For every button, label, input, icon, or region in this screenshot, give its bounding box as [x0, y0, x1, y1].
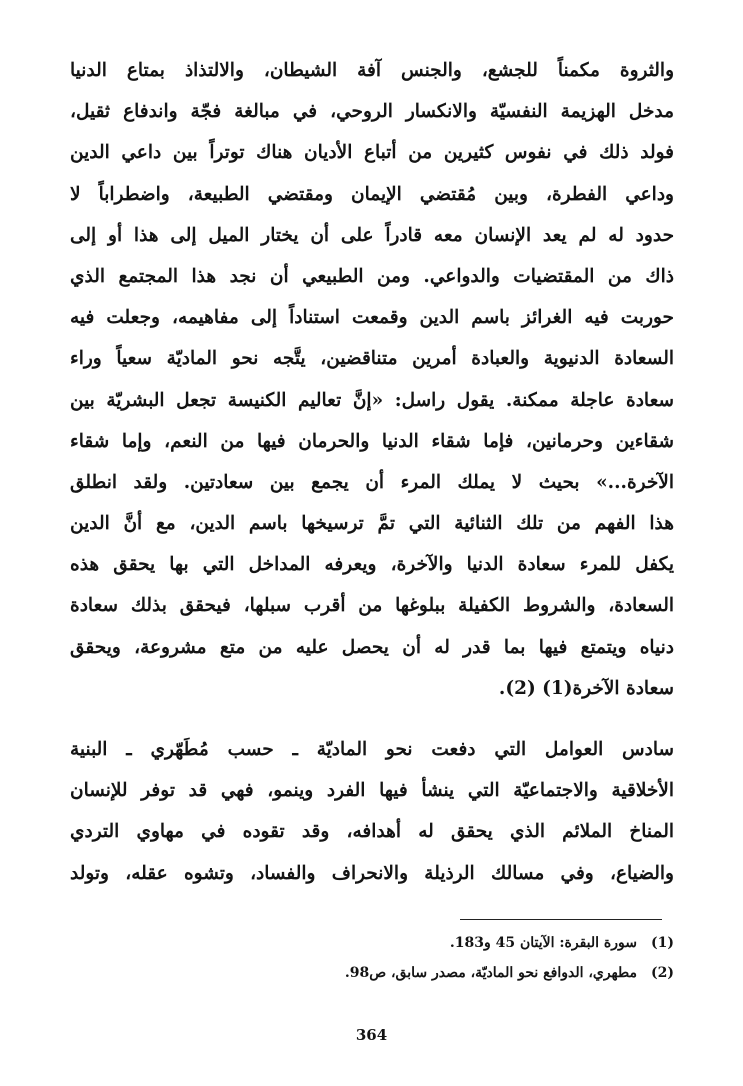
- footnote-text: سورة البقرة: الآيتان 45 و183.: [449, 935, 637, 951]
- footnote-text: مطهري، الدوافع نحو الماديّة، مصدر سابق، ص98.: [344, 965, 637, 981]
- footnote-separator: [460, 919, 662, 920]
- paragraph-2: [70, 729, 674, 894]
- footnote-number: (1): [651, 935, 674, 951]
- text-line: دنياه ويتمتع فيها بما قدر له أن يحصل عليه من متع مشروعة، ويحقق: [70, 636, 674, 658]
- paragraph-1: [70, 50, 674, 709]
- footnote-number: (2): [651, 965, 674, 981]
- text-line: المناخ الملائم الذي يحقق له أهدافه، وقد تقوده في مهاوي التردي: [70, 821, 674, 843]
- text-line: سادس العوامل التي دفعت نحو الماديّة ـ حسب مُطَهّري ـ البنية: [70, 739, 674, 760]
- text-line: يكفل للمرء سعادة الدنيا والآخرة، ويعرفه المداخل التي بها يحقق هذه: [70, 554, 674, 576]
- footnote-2: [70, 958, 674, 988]
- text-line: والثروة مكمناً للجشع، والجنس آفة الشيطان، والالتذاذ بمتاع الدنيا: [70, 60, 674, 81]
- footnotes: [70, 928, 674, 988]
- text-line: الآخرة...» بحيث لا يملك المرء أن يجمع بين سعادتين. ولقد انطلق: [70, 471, 674, 493]
- text-line: سعادة الآخرة(1) (2).: [498, 677, 674, 699]
- text-line: هذا الفهم من تلك الثنائية التي تمَّ ترسيخها باسم الدين، مع أنَّ الدين: [70, 513, 674, 535]
- text-line: مدخل الهزيمة النفسيّة والانكسار الروحي، في مبالغة فجّة واندفاع ثقيل،: [70, 101, 674, 123]
- footnote-1: [70, 928, 674, 958]
- text-line: شقاءين وحرمانين، فإما شقاء الدنيا والحرمان فيها من النعم، وإما شقاء: [70, 430, 674, 452]
- text-line: السعادة الدنيوية والعبادة أمرين متناقضين، يتَّجه نحو الماديّة سعياً وراء: [70, 348, 674, 370]
- text-line: الأخلاقية والاجتماعيّة التي ينشأ فيها الفرد وينمو، فهي قد توفر للإنسان: [70, 780, 674, 802]
- text-line: السعادة، والشروط الكفيلة ببلوغها من أقرب سبلها، فيحقق بذلك سعادة: [70, 595, 674, 617]
- text-line: وداعي الفطرة، وبين مُقتضي الإيمان ومقتضي الطبيعة، واضطراباً لا: [70, 183, 674, 205]
- text-line: ذاك من المقتضيات والدواعي. ومن الطبيعي أن نجد هذا المجتمع الذي: [70, 265, 674, 287]
- text-line: والضياع، وفي مسالك الرذيلة والانحراف والفساد، وتشوه عقله، وتولد: [70, 862, 674, 884]
- text-line: حدود له لم يعد الإنسان معه قادراً على أن يختار الميل إلى هذا أو إلى: [70, 224, 674, 246]
- text-line: سعادة عاجلة ممكنة. يقول راسل: «إنَّ تعاليم الكنيسة تجعل البشريّة بين: [70, 389, 674, 411]
- page-number: 364: [355, 1026, 388, 1044]
- text-line: حوربت فيه الغرائز باسم الدين وقمعت استناداً إلى مفاهيمه، وجعلت فيه: [70, 307, 674, 329]
- text-line: فولد ذلك في نفوس كثيرين من أتباع الأديان هناك توتراً بين داعي الدين: [70, 142, 674, 164]
